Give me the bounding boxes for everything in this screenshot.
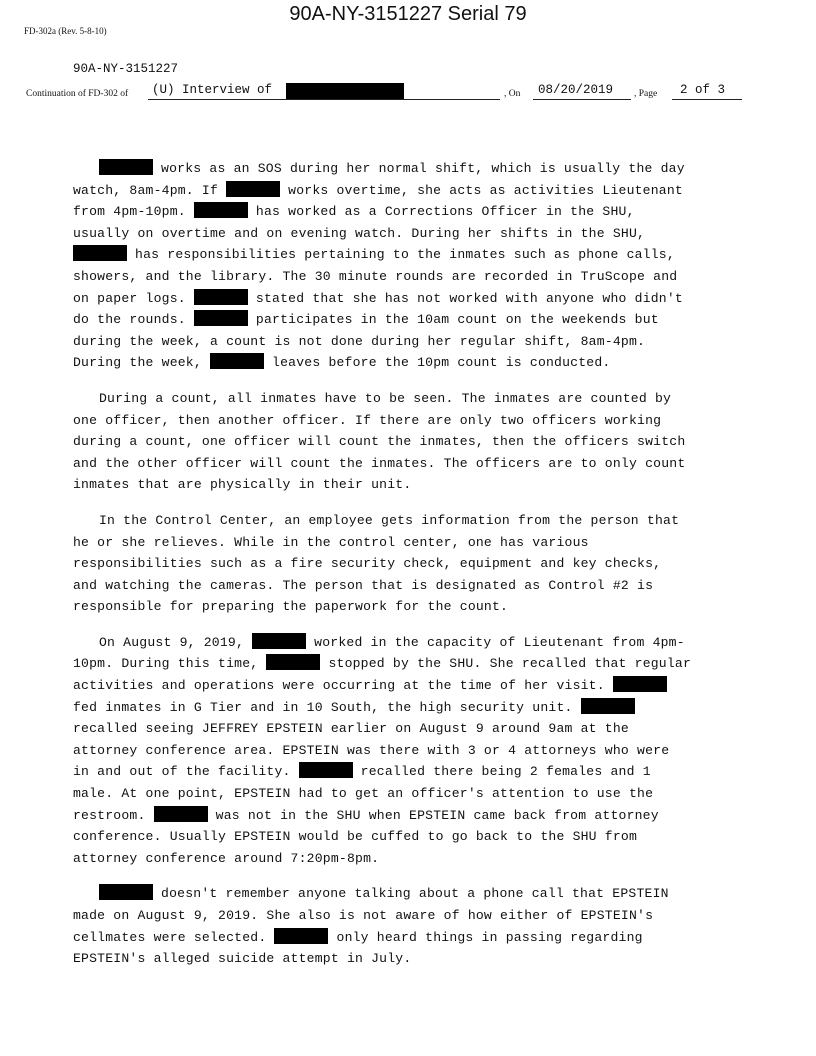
paragraph xyxy=(73,883,753,969)
paragraph xyxy=(73,510,753,618)
text-line xyxy=(73,532,753,554)
serial-title: 90A-NY-3151227 Serial 79 xyxy=(289,3,527,25)
text-line xyxy=(73,223,753,245)
paragraph xyxy=(73,632,753,870)
text-segment: responsible for preparing the paperwork for the count. xyxy=(73,599,509,615)
redaction-box xyxy=(210,353,264,369)
text-line xyxy=(73,288,753,310)
text-segment: fed inmates in G Tier and in 10 South, the high security unit. xyxy=(73,699,581,715)
on-label: , On xyxy=(504,89,521,99)
text-segment: during a count, one officer will count the inmates, then the officers switch xyxy=(73,434,686,450)
redaction-box xyxy=(226,181,280,197)
text-segment: usually on overtime and on evening watch. During her shifts in the SHU, xyxy=(73,225,646,241)
text-line xyxy=(73,410,753,432)
text-segment: restroom. xyxy=(73,807,154,823)
text-segment: During the week, xyxy=(73,355,210,371)
text-line xyxy=(73,927,753,949)
redaction-box xyxy=(286,83,404,99)
text-segment: do the rounds. xyxy=(73,312,194,328)
text-line xyxy=(73,653,753,675)
redaction-box xyxy=(581,698,635,714)
date-value: 08/20/2019 xyxy=(538,83,614,97)
redaction-box xyxy=(194,202,248,218)
text-segment: In the Control Center, an employee gets information from the person that xyxy=(99,512,680,528)
text-line xyxy=(73,331,753,353)
text-segment: inmates that are physically in their unit. xyxy=(73,477,412,493)
redaction-box xyxy=(154,806,208,822)
redaction-box xyxy=(73,245,127,261)
text-segment: from 4pm-10pm. xyxy=(73,204,194,220)
text-segment: recalled there being 2 females and 1 xyxy=(352,764,651,780)
text-line xyxy=(73,632,753,654)
redaction-box xyxy=(194,289,248,305)
text-line xyxy=(73,553,753,575)
text-segment: on paper logs. xyxy=(73,290,194,306)
date-field xyxy=(533,82,631,100)
text-line xyxy=(73,740,753,762)
text-segment: showers, and the library. The 30 minute rounds are recorded in TruScope and xyxy=(73,268,678,284)
text-line xyxy=(73,201,753,223)
text-segment: was not in the SHU when EPSTEIN came back from attorney xyxy=(207,807,659,823)
text-line xyxy=(73,266,753,288)
text-line xyxy=(73,697,753,719)
text-line xyxy=(73,948,753,970)
text-segment: EPSTEIN's alleged suicide attempt in July. xyxy=(73,951,412,967)
text-segment: male. At one point, EPSTEIN had to get an officer's attention to use the xyxy=(73,786,654,802)
interview-of-field xyxy=(148,82,500,100)
text-line xyxy=(73,474,753,496)
text-line xyxy=(73,158,753,180)
page-value: 2 of 3 xyxy=(680,83,726,97)
redaction-box xyxy=(266,654,320,670)
text-segment: activities and operations were occurring at the time of her visit. xyxy=(73,678,613,694)
text-segment: cellmates were selected. xyxy=(73,929,275,945)
continuation-label: Continuation of FD-302 of xyxy=(26,89,129,99)
text-segment: attorney conference area. EPSTEIN was there with 3 or 4 attorneys who were xyxy=(73,742,670,758)
text-segment: and watching the cameras. The person that is designated as Control #2 is xyxy=(73,577,654,593)
text-line xyxy=(73,309,753,331)
redaction-box xyxy=(299,762,353,778)
redaction-box xyxy=(274,928,328,944)
text-segment: only heard things in passing regarding xyxy=(328,929,643,945)
redaction-box xyxy=(194,310,248,326)
page-label: , Page xyxy=(634,89,658,99)
text-line xyxy=(73,180,753,202)
text-segment: works overtime, she acts as activities Lieutenant xyxy=(280,182,683,198)
text-segment: made on August 9, 2019. She also is not aware of how either of EPSTEIN's xyxy=(73,908,654,923)
text-segment: conference. Usually EPSTEIN would be cuffed to go back to the SHU from xyxy=(73,829,638,845)
interview-of-text: (U) Interview of xyxy=(152,83,273,97)
document-body xyxy=(73,158,753,984)
text-segment: During a count, all inmates have to be seen. The inmates are counted by xyxy=(99,390,672,406)
text-line xyxy=(73,718,753,740)
text-line xyxy=(73,388,753,410)
text-line xyxy=(73,453,753,475)
text-segment: doesn't remember anyone talking about a phone call that EPSTEIN xyxy=(153,886,669,902)
file-number: 90A-NY-3151227 xyxy=(73,62,179,76)
text-segment: in and out of the facility. xyxy=(73,764,299,780)
text-segment: watch, 8am-4pm. If xyxy=(73,182,227,198)
text-line xyxy=(73,510,753,532)
text-segment: responsibilities such as a fire security check, equipment and key checks, xyxy=(73,556,662,572)
text-segment: and the other officer will count the inmates. The officers are to only count xyxy=(73,455,686,471)
text-segment: stopped by the SHU. She recalled that regular xyxy=(320,656,692,672)
text-segment: during the week, a count is not done during her regular shift, 8am-4pm. xyxy=(73,333,646,349)
paragraph xyxy=(73,158,753,374)
text-line xyxy=(73,826,753,848)
text-line xyxy=(73,675,753,697)
continuation-row xyxy=(0,80,816,102)
text-segment: attorney conference around 7:20pm-8pm. xyxy=(73,850,380,866)
text-segment: On August 9, 2019, xyxy=(99,634,253,650)
text-line xyxy=(73,848,753,870)
paragraph xyxy=(73,388,753,496)
text-segment: works as an SOS during her normal shift, which is usually the day xyxy=(153,161,685,176)
redaction-box xyxy=(252,633,306,649)
text-segment: has responsibilities pertaining to the inmates such as phone calls, xyxy=(127,247,675,263)
text-line xyxy=(73,761,753,783)
text-segment: recalled seeing JEFFREY EPSTEIN earlier on August 9 around 9am at the xyxy=(73,721,629,737)
text-segment: he or she relieves. While in the control center, one has various xyxy=(73,534,589,550)
text-segment: leaves before the 10pm count is conducted. xyxy=(263,355,611,371)
redaction-box xyxy=(99,884,153,900)
text-line xyxy=(73,905,753,927)
page-field xyxy=(672,82,742,100)
text-line xyxy=(73,352,753,374)
text-segment: participates in the 10am count on the weekends but xyxy=(247,312,659,328)
text-line xyxy=(73,575,753,597)
form-id: FD-302a (Rev. 5-8-10) xyxy=(24,26,107,36)
text-line xyxy=(73,883,753,905)
redaction-box xyxy=(99,159,153,175)
redaction-box xyxy=(613,676,667,692)
text-line xyxy=(73,596,753,618)
text-segment: has worked as a Corrections Officer in the SHU, xyxy=(247,204,635,220)
text-segment: 10pm. During this time, xyxy=(73,656,267,672)
text-segment: stated that she has not worked with anyone who didn't xyxy=(247,290,683,306)
text-line xyxy=(73,431,753,453)
text-segment: worked in the capacity of Lieutenant from 4pm- xyxy=(306,634,685,650)
text-line xyxy=(73,244,753,266)
text-line xyxy=(73,783,753,805)
text-line xyxy=(73,805,753,827)
text-segment: one officer, then another officer. If there are only two officers working xyxy=(73,412,662,428)
